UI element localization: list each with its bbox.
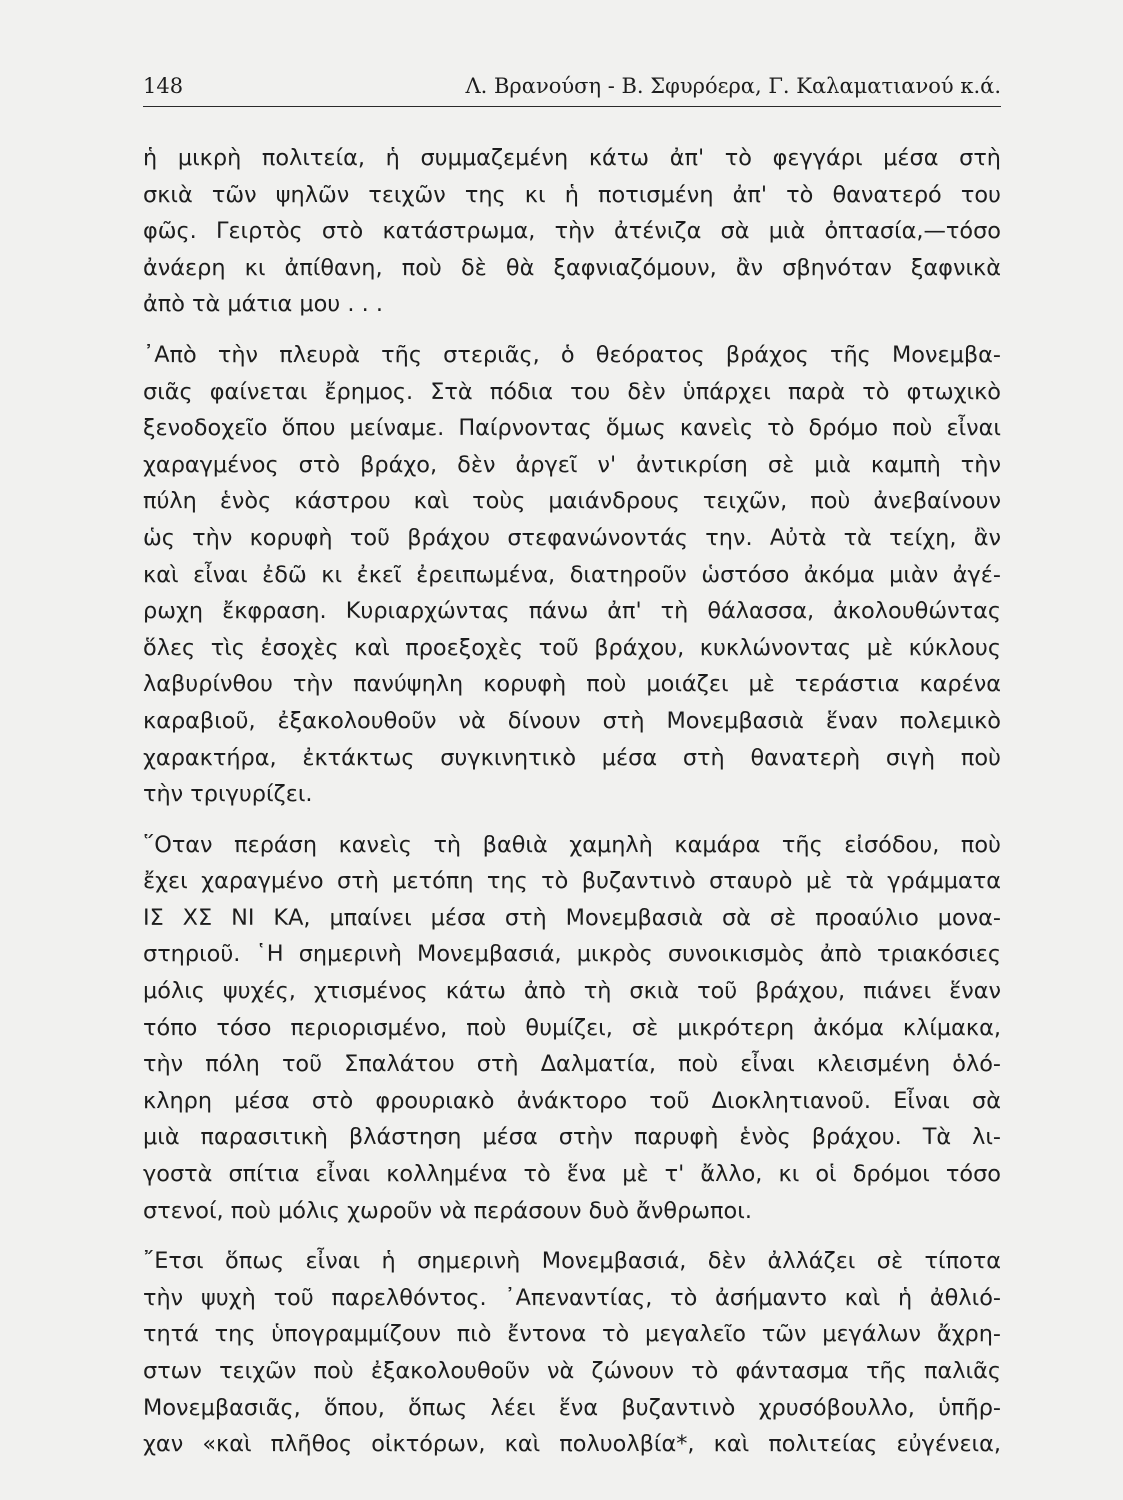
- text-line: μιὰ παρασιτικὴ βλάστηση μέσα στὴν παρυφὴ ἑνὸς βράχου. Τὰ λι-: [143, 1124, 1001, 1151]
- text-line: ρωχη ἔκφραση. Κυριαρχώντας πάνω ἀπ' τὴ θάλασσα, ἀκολουθώντας: [143, 598, 1001, 625]
- text-line: ᾿Απὸ τὴν πλευρὰ τῆς στεριᾶς, ὁ θεόρατος βράχος τῆς Μονεμβα-: [143, 341, 1001, 368]
- text-line: στηριοῦ. ῾Η σημερινὴ Μονεμβασιά, μικρὸς συνοικισμὸς ἀπὸ τριακόσιες: [143, 941, 1001, 968]
- text-line: μόλις ψυχές, χτισμένος κάτω ἀπὸ τὴ σκιὰ τοῦ βράχου, πιάνει ἕναν: [143, 978, 1001, 1005]
- text-line: ἀνάερη κι ἀπίθανη, ποὺ δὲ θὰ ξαφνιαζόμουν, ἂν σβηνόταν ξαφνικὰ: [143, 254, 1001, 281]
- text-line: ἔχει χαραγμένο στὴ μετόπη της τὸ βυζαντινὸ σταυρὸ μὲ τὰ γράμματα: [143, 868, 1001, 895]
- text-line: γοστὰ σπίτια εἶναι κολλημένα τὸ ἕνα μὲ τ' ἄλλο, κι οἱ δρόμοι τόσο: [143, 1161, 1001, 1188]
- header-authors: Λ. Βρανούση - Β. Σφυρόερα, Γ. Καλαματιανού κ.ά.: [465, 74, 1001, 98]
- text-line: ἀπὸ τὰ μάτια μου . . .: [143, 291, 383, 318]
- text-line: πύλη ἑνὸς κάστρου καὶ τοὺς μαιάνδρους τειχῶν, ποὺ ἀνεβαίνουν: [143, 488, 1001, 515]
- text-line: τόπο τόσο περιορισμένο, ποὺ θυμίζει, σὲ μικρότερη ἀκόμα κλίμακα,: [143, 1014, 1001, 1041]
- text-line: ἡ μικρὴ πολιτεία, ἡ συμμαζεμένη κάτω ἀπ' τὸ φεγγάρι μέσα στὴ: [143, 145, 1001, 171]
- running-header: [143, 72, 1001, 107]
- paragraph: [143, 337, 1001, 813]
- text-line: ΙΣ ΧΣ ΝΙ ΚΑ, μπαίνει μέσα στὴ Μονεμβασιὰ σὰ σὲ προαύλιο μονα-: [143, 904, 1001, 931]
- text-line: καραβιοῦ, ἐξακολουθοῦν νὰ δίνουν στὴ Μονεμβασιὰ ἕναν πολεμικὸ: [143, 707, 1001, 734]
- text-line: ῞Οταν περάση κανεὶς τὴ βαθιὰ χαμηλὴ καμάρα τῆς εἰσόδου, ποὺ: [143, 831, 1001, 858]
- text-line: κληρη μέσα στὸ φρουριακὸ ἀνάκτορο τοῦ Διοκλητιανοῦ. Εἶναι σὰ: [143, 1087, 1001, 1114]
- text-line: ὡς τὴν κορυφὴ τοῦ βράχου στεφανώνοντάς την. Αὐτὰ τὰ τείχη, ἂν: [143, 524, 1001, 551]
- text-line: χαρακτήρα, ἐκτάκτως συγκινητικὸ μέσα στὴ θανατερὴ σιγὴ ποὺ: [143, 744, 1001, 771]
- text-line: ξενοδοχεῖο ὅπου μείναμε. Παίρνοντας ὅμως κανεὶς τὸ δρόμο ποὺ εἶναι: [143, 415, 1001, 442]
- text-line: τὴν ψυχὴ τοῦ παρελθόντος. ᾿Απεναντίας, τὸ ἀσήμαντο καὶ ἡ ἀθλιό-: [143, 1284, 1001, 1311]
- text-line: φῶς. Γειρτὸς στὸ κατάστρωμα, τὴν ἀτένιζα σὰ μιὰ ὀπτασία,—τόσο: [143, 218, 1001, 245]
- text-line: τητά της ὑπογραμμίζουν πιὸ ἔντονα τὸ μεγαλεῖο τῶν μεγάλων ἄχρη-: [143, 1321, 1001, 1348]
- text-line: Μονεμβασιᾶς, ὅπου, ὅπως λέει ἕνα βυζαντινὸ χρυσόβουλλο, ὑπῆρ-: [143, 1394, 1001, 1421]
- paragraph: [143, 1243, 1001, 1463]
- text-line: ὅλες τὶς ἐσοχὲς καὶ προεξοχὲς τοῦ βράχου, κυκλώνοντας μὲ κύκλους: [143, 634, 1001, 661]
- paragraph: [143, 140, 1001, 323]
- text-line: χαραγμένος στὸ βράχο, δὲν ἀργεῖ ν' ἀντικρίση σὲ μιὰ καμπὴ τὴν: [143, 451, 1001, 478]
- text-line: λαβυρίνθου τὴν πανύψηλη κορυφὴ ποὺ μοιάζει μὲ τεράστια καρένα: [143, 671, 1001, 698]
- text-line: στενοί, ποὺ μόλις χωροῦν νὰ περάσουν δυὸ ἄνθρωποι.: [143, 1197, 752, 1224]
- text-line: χαν «καὶ πλῆθος οἰκτόρων, καὶ πολυολβία*, καὶ πολιτείας εὐγένεια,: [143, 1431, 1001, 1458]
- text-line: καὶ εἶναι ἐδῶ κι ἐκεῖ ἐρειπωμένα, διατηροῦν ὡστόσο ἀκόμα μιὰν ἀγέ-: [143, 561, 1001, 588]
- text-line: τὴν πόλη τοῦ Σπαλάτου στὴ Δαλματία, ποὺ εἶναι κλεισμένη ὁλό-: [143, 1051, 1001, 1078]
- page-number: 148: [143, 74, 184, 98]
- paragraph: [143, 827, 1001, 1230]
- text-line: σκιὰ τῶν ψηλῶν τειχῶν της κι ἡ ποτισμένη ἀπ' τὸ θανατερό του: [143, 181, 1001, 208]
- text-line: ῎Ετσι ὅπως εἶναι ἡ σημερινὴ Μονεμβασιά, δὲν ἀλλάζει σὲ τίποτα: [143, 1248, 1001, 1275]
- text-line: σιᾶς φαίνεται ἔρημος. Στὰ πόδια του δὲν ὑπάρχει παρὰ τὸ φτωχικὸ: [143, 378, 1001, 405]
- body-text: [143, 140, 1001, 1477]
- text-line: στων τειχῶν ποὺ ἐξακολουθοῦν νὰ ζώνουν τὸ φάντασμα τῆς παλιᾶς: [143, 1358, 1001, 1384]
- text-line: τὴν τριγυρίζει.: [143, 781, 313, 808]
